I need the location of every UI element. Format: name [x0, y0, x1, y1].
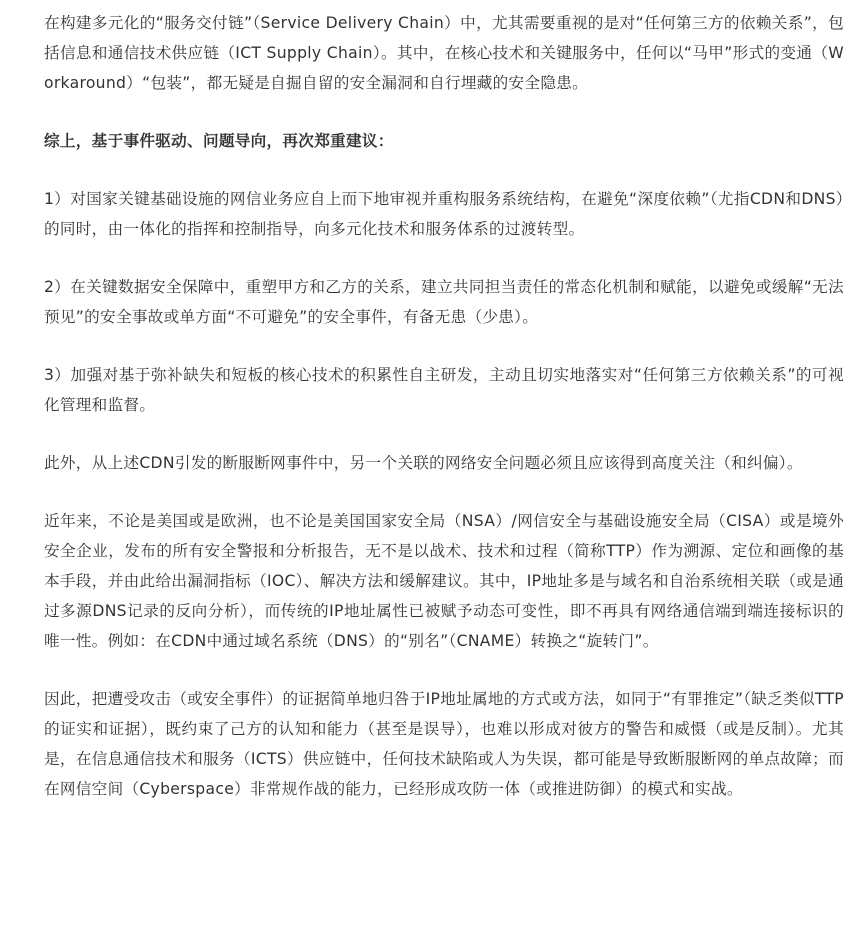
paragraph-service-delivery-chain: 在构建多元化的“服务交付链”（Service Delivery Chain）中，尤其需要重视的是对“任何第三方的依赖关系”，包括信息和通信技术供应链（ICT Supply Chain）。其中，在核心技术和关键服务中，任何以“马甲”形式的变通（Workaround）“包装”，都无疑是自掘自留的安全漏洞和自行埋藏的安全隐患。	[44, 14, 844, 92]
paragraph-recommendation-2: 2）在关键数据安全保障中，重塑甲方和乙方的关系，建立共同担当责任的常态化机制和赋能，以避免或缓解“无法预见”的安全事故或单方面“不可避免”的安全事件，有备无患（少患）。	[44, 278, 844, 326]
paragraph-recommendation-3: 3）加强对基于弥补缺失和短板的核心技术的积累性自主研发，主动且切实地落实对“任何第三方依赖关系”的可视化管理和监督。	[44, 366, 844, 414]
paragraph-conclusion: 因此，把遭受攻击（或安全事件）的证据简单地归咎于IP地址属地的方式或方法，如同于“有罪推定”（缺乏类似TTP的证实和证据），既约束了己方的认知和能力（甚至是误导），也难以形成对彼方的警告和威慑（或是反制）。尤其是，在信息通信技术和服务（ICTS）供应链中，任何技术缺陷或人为失误，都可能是导致断服断网的单点故障；而在网信空间（Cyberspace）非常规作战的能力，已经形成攻防一体（或推进防御）的模式和实战。	[44, 690, 844, 798]
article-body	[44, 0, 844, 804]
paragraph-ttp-analysis: 近年来，不论是美国或是欧洲，也不论是美国国家安全局（NSA）/网信安全与基础设施安全局（CISA）或是境外安全企业，发布的所有安全警报和分析报告，无不是以战术、技术和过程（简称TTP）作为溯源、定位和画像的基本手段，并由此给出漏洞指标（IOC）、解决方法和缓解建议。其中，IP地址多是与域名和自治系统相关联（或是通过多源DNS记录的反向分析），而传统的IP地址属性已被赋予动态可变性，即不再具有网络通信端到端连接标识的唯一性。例如：在CDN中通过域名系统（DNS）的“别名”（CNAME）转换之“旋转门”。	[44, 512, 844, 650]
paragraph-recommendation-1: 1）对国家关键基础设施的网信业务应自上而下地审视并重构服务系统结构，在避免“深度依赖”（尤指CDN和DNS）的同时，由一体化的指挥和控制指导，向多元化技术和服务体系的过渡转型。	[44, 190, 844, 238]
paragraph-cdn-issue: 此外，从上述CDN引发的断服断网事件中，另一个关联的网络安全问题必须且应该得到高度关注（和纠偏）。	[44, 454, 803, 472]
paragraph-summary-heading: 综上，基于事件驱动、问题导向，再次郑重建议：	[44, 132, 394, 150]
